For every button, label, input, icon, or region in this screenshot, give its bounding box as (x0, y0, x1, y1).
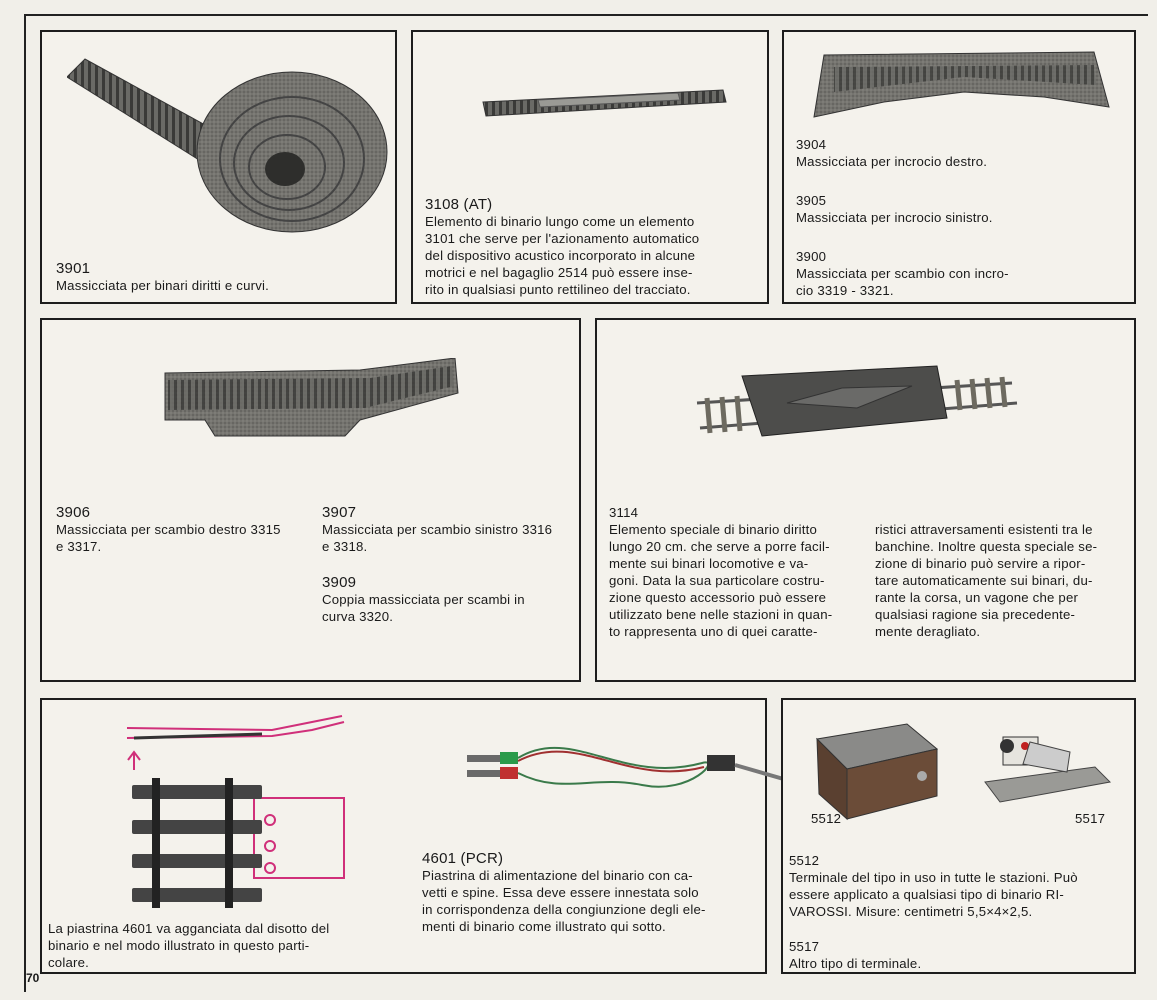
item-3108-text (425, 196, 759, 298)
item-description: Massicciata per scambio destro 3315 e 3317. (56, 522, 281, 554)
turnout-ballast-image (160, 358, 460, 448)
item-3904-text (796, 136, 1126, 170)
box-3906-3907-3909 (40, 318, 581, 682)
rerailer-track-image (692, 358, 1022, 448)
item-3906-text (56, 504, 316, 555)
item-code: 5512 (789, 853, 820, 868)
item-4601-note-text (48, 920, 388, 971)
item-code: 5517 (789, 939, 820, 954)
item-3901-text (56, 260, 386, 294)
item-code: 3909 (322, 574, 357, 591)
item-description: Altro tipo di terminale. (789, 956, 922, 971)
buffer-5517-image (975, 722, 1115, 812)
item-description-col2: ristici attraversamenti esistenti tra le banchine. Inoltre questa speciale se- zione di binario può servire a ripor- tare automaticamente sui binari, du- rante la corsa, un vagone che per qualsiasi ragione sia precedente- mente deragliato. (875, 522, 1098, 639)
item-note: La piastrina 4601 va agganciata dal disotto del binario e nel modo illustrato in questo parti- colare. (48, 921, 330, 970)
item-5517-text (789, 938, 1131, 972)
item-code: 3905 (796, 193, 827, 208)
ballast-roll-image (67, 47, 397, 247)
label-5512 (811, 810, 841, 827)
item-code: 3901 (56, 260, 91, 277)
item-code: 3900 (796, 249, 827, 264)
item-code: 3907 (322, 504, 357, 521)
box-5512-5517 (781, 698, 1136, 974)
connector-diagram-image (122, 708, 362, 908)
feeder-clip-image (462, 725, 792, 805)
item-code: 4601 (PCR) (422, 850, 504, 867)
item-3114-col1 (609, 521, 861, 640)
box-3114 (595, 318, 1136, 682)
image-label-5512: 5512 (811, 811, 842, 826)
item-code: 3114 (609, 505, 639, 520)
item-3114-text (609, 504, 1129, 521)
buffer-5512-image (797, 714, 947, 824)
label-5517 (1075, 810, 1105, 827)
item-code: 3906 (56, 504, 91, 521)
item-3900-text (796, 248, 1126, 299)
item-code: 3108 (AT) (425, 196, 493, 213)
item-3114-col2 (875, 521, 1127, 640)
item-description: Massicciata per incrocio sinistro. (796, 210, 993, 225)
item-description: Terminale del tipo in uso in tutte le stazioni. Può essere applicato a qualsiasi tipo di binario RI- VAROSSI. Misure: centimetri 5,5×4×2,5. (789, 870, 1078, 919)
item-4601-text (422, 850, 756, 935)
item-5512-text (789, 852, 1131, 920)
item-description: Elemento di binario lungo come un elemento 3101 che serve per l'azionamento automatico del dispositivo acustico incorporato in alcune motrici e nel bagaglio 2514 può essere inse- rito in qualsiasi punto rettilineo del tracciato. (425, 214, 700, 297)
crossing-ballast-image (804, 47, 1114, 127)
long-track-image (478, 82, 728, 132)
box-4601 (40, 698, 767, 974)
image-label-5517: 5517 (1075, 811, 1106, 826)
item-code: 3904 (796, 137, 827, 152)
item-3905-text (796, 192, 1126, 226)
box-3904-3905-3900 (782, 30, 1136, 304)
item-description-col1: Elemento speciale di binario diritto lungo 20 cm. che serve a porre facil- mente sui binari locomotive e va- goni. Data la sua particolare costru- zione questo accessorio può essere utilizzato bene nelle stazioni in quan- to rappresenta uno di quei caratte- (609, 522, 833, 639)
item-description: Massicciata per scambio sinistro 3316 e 3318. (322, 522, 553, 554)
item-description: Coppia massicciata per scambi in curva 3320. (322, 592, 525, 624)
page-number: 70 (26, 971, 40, 985)
item-3907-text (322, 504, 574, 555)
item-description: Massicciata per incrocio destro. (796, 154, 988, 169)
item-description: Massicciata per scambio con incro- cio 3319 - 3321. (796, 266, 1009, 298)
item-description: Massicciata per binari diritti e curvi. (56, 278, 270, 293)
item-description: Piastrina di alimentazione del binario con ca- vetti e spine. Essa deve essere innestata solo in corrispondenza della congiunzione degli ele- menti di binario come illustrato qui sotto. (422, 868, 706, 934)
item-3909-text (322, 574, 574, 625)
box-3108 (411, 30, 769, 304)
box-3901 (40, 30, 397, 304)
